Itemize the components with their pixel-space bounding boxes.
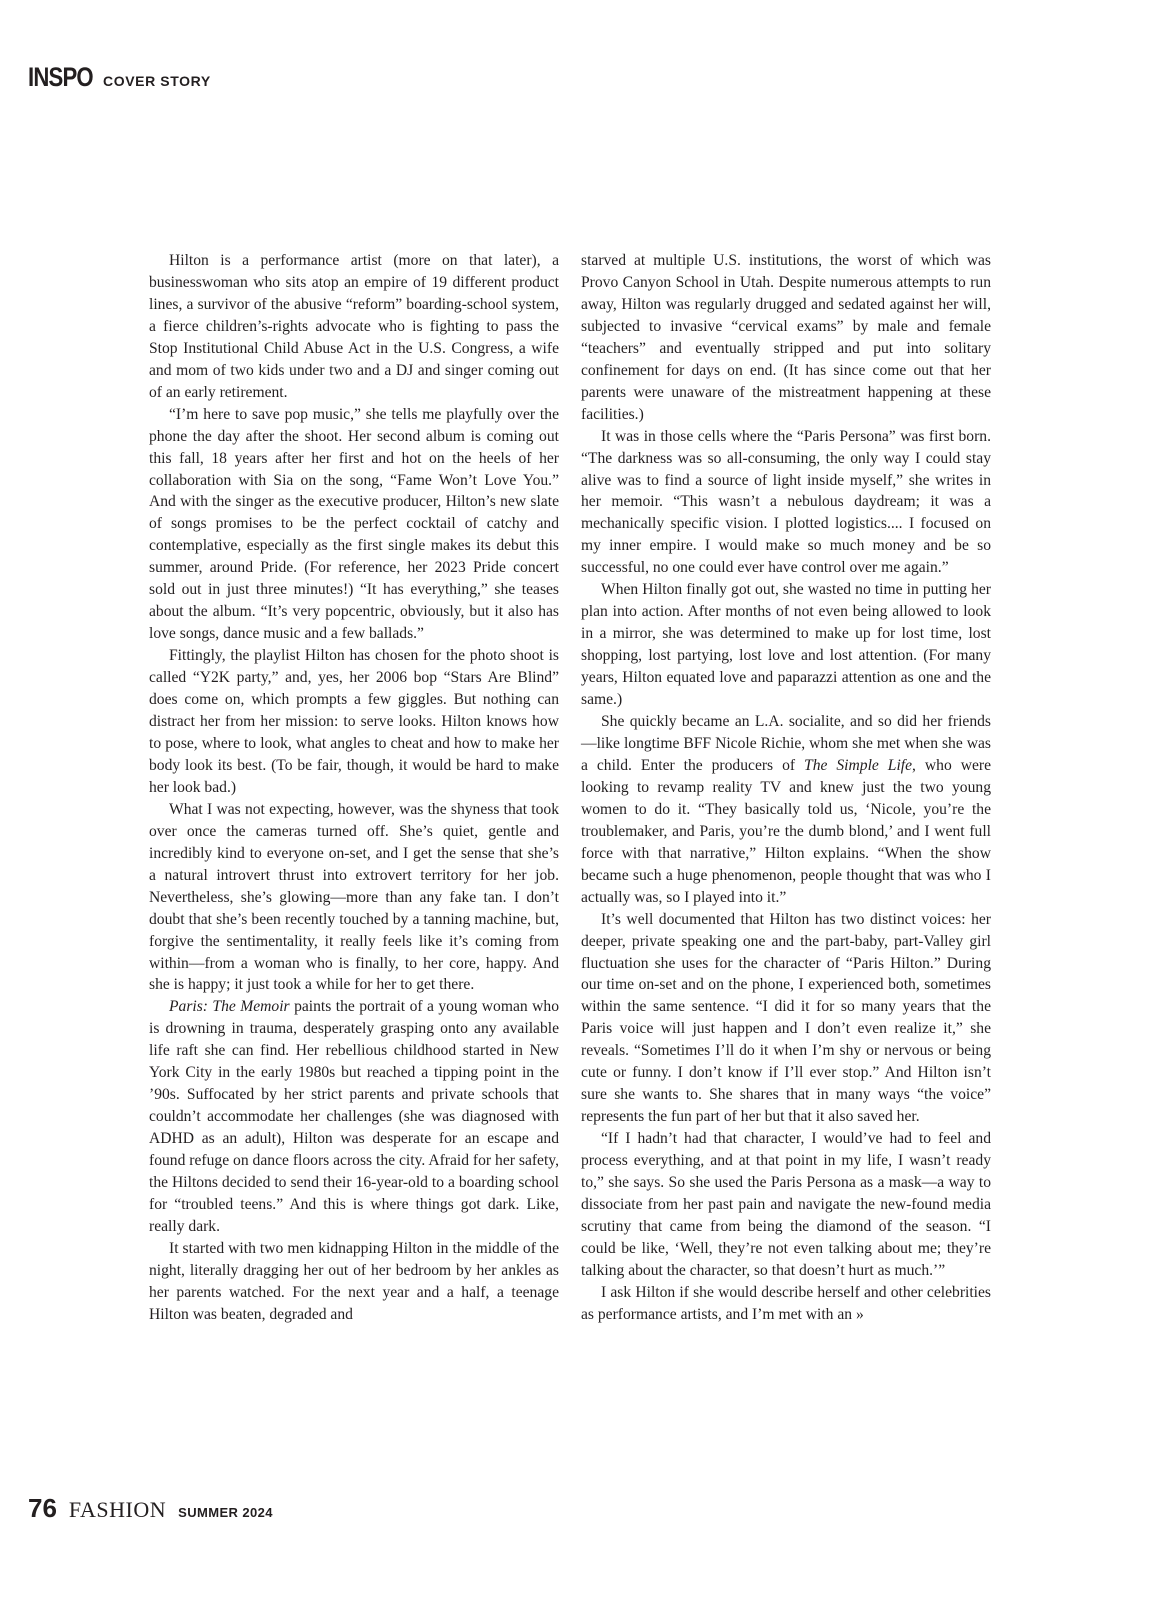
paragraph: It’s well documented that Hilton has two distinct voices: her deeper, private speaking one and the part-baby, part-Valley girl fluctuation she uses for the character of “Paris Hilton.” During our time on-set and on the phone, I experienced both, sometimes within the same sentence. “I did it for so many years that the Paris voice will just happen and I don’t even realize it,” she reveals. “Sometimes I’ll do it when I’m shy or nervous or being cute or funny. I don’t know if I’ll ever stop.” And Hilton isn’t sure she wants to. She shares that in many ways “the voice” represents the fun part of her but that it also saved her. (581, 910, 991, 1126)
book-title: Paris: The Memoir (169, 998, 290, 1016)
paragraph: It started with two men kidnapping Hilton in the middle of the night, literally dragging her out of her bedroom by her ankles as her parents watched. For the next year and a half, a teenage Hilton was beaten, degraded and (149, 1239, 559, 1323)
article-column-right (581, 250, 991, 1326)
paragraph-text: paints the portrait of a young woman who is drowning in trauma, desperately grasping onto any available life raft she can find. Her rebellious childhood started in New York City in the early 1980s but reached a tipping point in the ’90s. Suffocated by her strict parents and private schools that couldn’t accommodate her challenges (she was diagnosed with ADHD as an adult), Hilton was desperate for an escape and found refuge on dance floors across the city. Afraid for her safety, the Hiltons decided to send their 16-year-old to a boarding school for “troubled teens.” And this is where things got dark. Like, really dark. (149, 998, 559, 1235)
show-title: The Simple Life (804, 756, 913, 774)
paragraph: Hilton is a performance artist (more on that later), a businesswoman who sits atop an empire of 19 different product lines, a survivor of the abusive “reform” boarding-school system, a fierce children’s-rights advocate who is fighting to pass the Stop Institutional Child Abuse Act in the U.S. Congress, a wife and mom of two kids under two and a DJ and singer coming out of an early retirement. (149, 252, 559, 401)
paragraph: What I was not expecting, however, was the shyness that took over once the cameras turned off. She’s quiet, gentle and incredibly kind to everyone on-set, and I get the sense that she’s a natural introvert thrust into extrovert territory for her job. Nevertheless, she’s glowing—more than any fake tan. I don’t doubt that she’s been recently touched by a tanning machine, but, forgive the sentimentality, it really feels like it’s coming from within—from a woman who is finally, to her core, happy. And she is happy; it just took a while for her to get there. (149, 800, 559, 994)
paragraph: “If I hadn’t had that character, I would’ve had to feel and process everything, and at that point in my life, I wasn’t ready to,” she says. So she used the Paris Persona as a mask—a way to dissociate from her past pain and navigate the new-found media scrutiny that came from being the diamond of the season. “I could be like, ‘Well, they’re not even talking about me; they’re talking about the character, so that doesn’t hurt as much.’” (581, 1130, 991, 1279)
magazine-logo: FASHION (68, 1497, 167, 1522)
article-column-left (149, 250, 559, 1326)
paragraph: “I’m here to save pop music,” she tells me playfully over the phone the day after the shoot. Her second album is coming out this fall, 18 years after her first and hot on the heels of her collaboration with Sia on the song, “Fame Won’t Love You.” And with the singer as the executive producer, Hilton’s new slate of songs promises to be the perfect cocktail of catchy and contemplative, especially as the first single makes its debut this summer, around Pride. (For reference, her 2023 Pride concert sold out in just three minutes!) “It has everything,” she teases about the album. “It’s very popcentric, obviously, but it also has love songs, dance music and a few ballads.” (149, 405, 559, 643)
page-number: 76 (28, 1493, 57, 1523)
running-header (28, 62, 211, 96)
paragraph (581, 711, 991, 909)
paragraph-text: She quickly became an L.A. socialite, and so did her friends—like longtime BFF Nicole Richie, whom she met when she was a child. Enter the producers of (581, 713, 991, 774)
subsection-label: COVER STORY (103, 73, 211, 89)
paragraph: starved at multiple U.S. institutions, the worst of which was Provo Canyon School in Utah. Despite numerous attempts to run away, Hilton was regularly drugged and sedated against her will, subjected to invasive “cervical exams” by male and female “teachers” and eventually stripped and put into solitary confinement for days on end. (It has since come out that her parents were unaware of the mistreatment happening at these facilities.) (581, 252, 991, 423)
paragraph (149, 996, 559, 1237)
paragraph-text: , who were looking to revamp reality TV and knew just the two young women to do it. “They basically told us, ‘Nicole, you’re the troublemaker, and Paris, you’re the dumb blond,’ and I went full force with that narrative,” Hilton explains. “When the show became such a huge phenomenon, people thought that was who I actually was, so I played into it.” (581, 756, 991, 906)
page-footer (28, 1493, 273, 1524)
paragraph: It was in those cells where the “Paris Persona” was first born. “The darkness was so all-consuming, the only way I could stay alive was to find a source of light inside myself,” she writes in her memoir. “This wasn’t a nebulous daydream; it was a mechanically specific vision. I plotted logistics.... I focused on my inner empire. I would make so much money and be so successful, no one could ever have control over me again.” (581, 427, 991, 577)
issue-date: SUMMER 2024 (178, 1505, 273, 1520)
paragraph: When Hilton finally got out, she wasted no time in putting her plan into action. After months of not even being allowed to look in a mirror, she was determined to make up for lost time, lost shopping, lost partying, lost love and lost attention. (For many years, Hilton equated love and paparazzi attention as one and the same.) (581, 581, 991, 709)
section-label: INSPO (28, 62, 93, 92)
paragraph: I ask Hilton if she would describe herself and other celebrities as performance artists, and I’m met with an » (581, 1283, 991, 1323)
paragraph: Fittingly, the playlist Hilton has chosen for the photo shoot is called “Y2K party,” and, yes, her 2006 bop “Stars Are Blind” does come on, which prompts a few giggles. But nothing can distract her from her mission: to serve looks. Hilton knows how to pose, where to look, what angles to cheat and how to make her body look its best. (To be fair, though, it would be hard to make her look bad.) (149, 647, 559, 796)
